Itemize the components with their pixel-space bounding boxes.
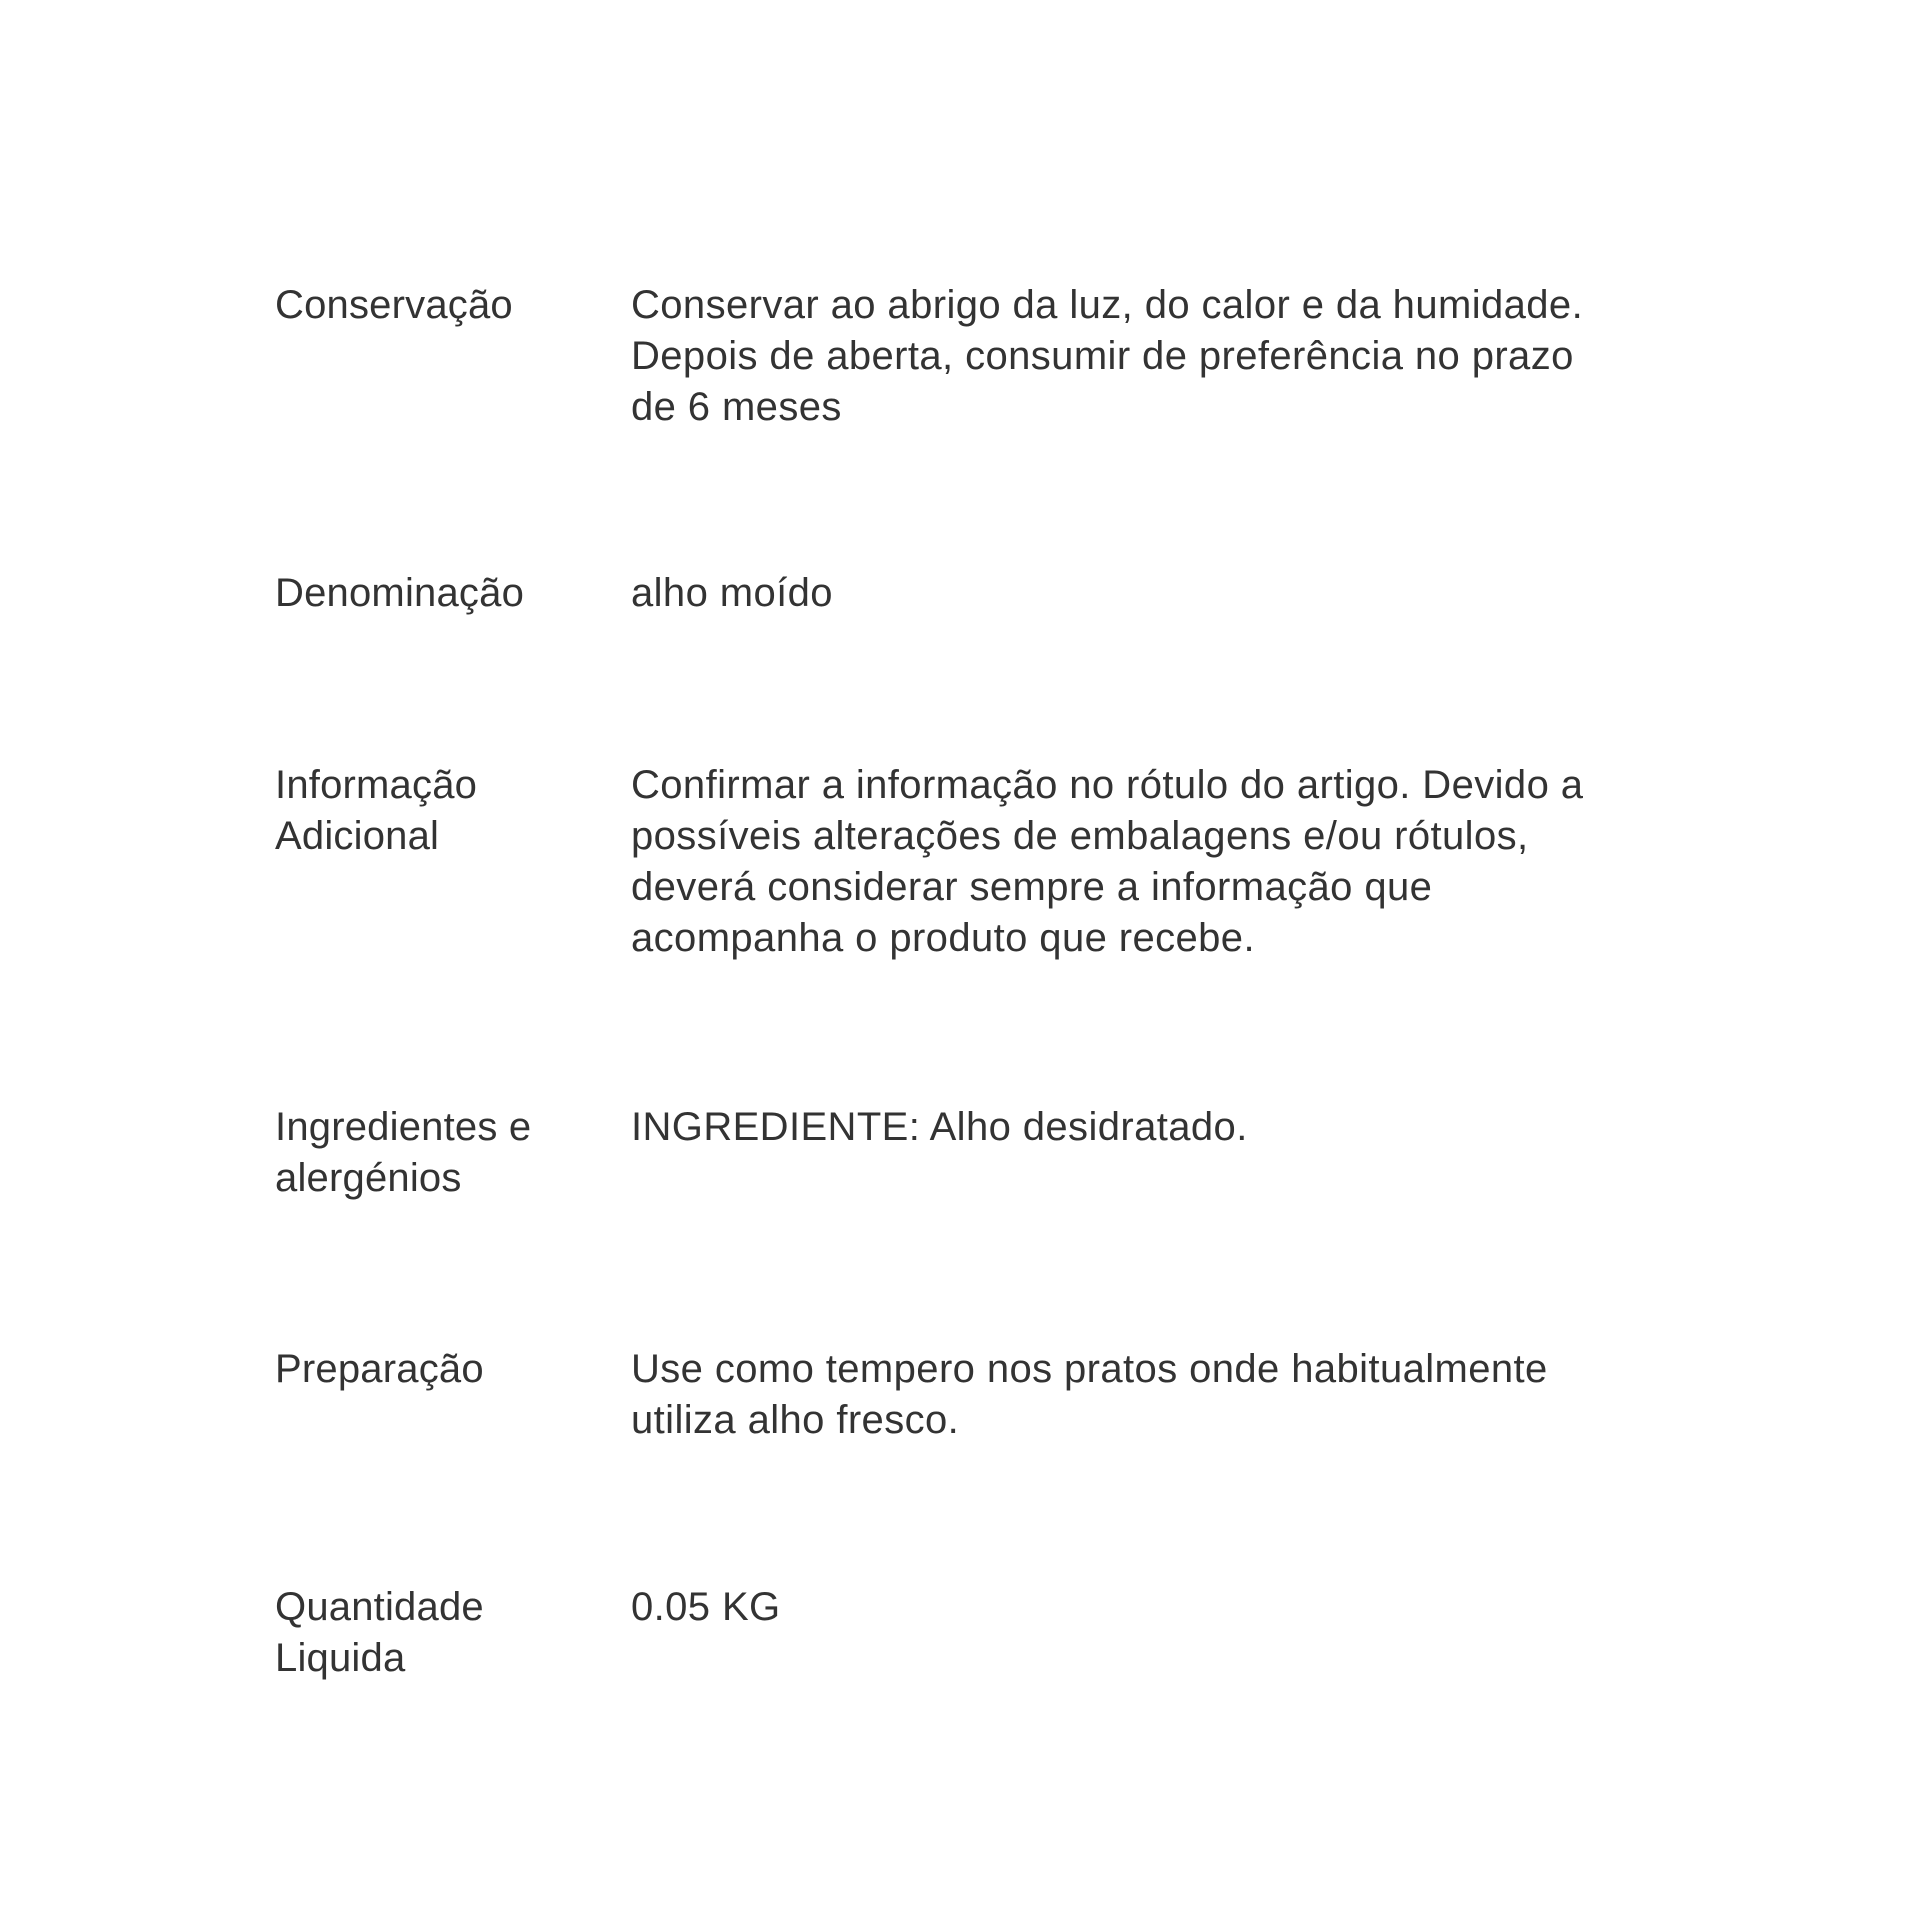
info-value: Use como tempero nos pratos onde habitualmente utiliza alho fresco. [631, 1347, 1548, 1442]
info-value: alho moído [631, 571, 833, 615]
info-label: Denominação [275, 571, 525, 615]
info-label: Preparação [275, 1347, 484, 1391]
info-label: Ingredientes e alergénios [275, 1105, 532, 1200]
info-label: Quantidade Liquida [275, 1585, 484, 1680]
info-label: Informação Adicional [275, 763, 478, 858]
info-value: INGREDIENTE: Alho desidratado. [631, 1105, 1248, 1149]
info-value: Conservar ao abrigo da luz, do calor e da humidade. Depois de aberta, consumir de preferência no prazo de 6 meses [631, 283, 1584, 429]
info-value: Confirmar a informação no rótulo do artigo. Devido a possíveis alterações de embalagens e/ou rótulos, deverá considerar sempre a informação que acompanha o produto que recebe. [631, 763, 1584, 960]
info-value: 0.05 KG [631, 1585, 781, 1629]
info-label: Conservação [275, 283, 513, 327]
